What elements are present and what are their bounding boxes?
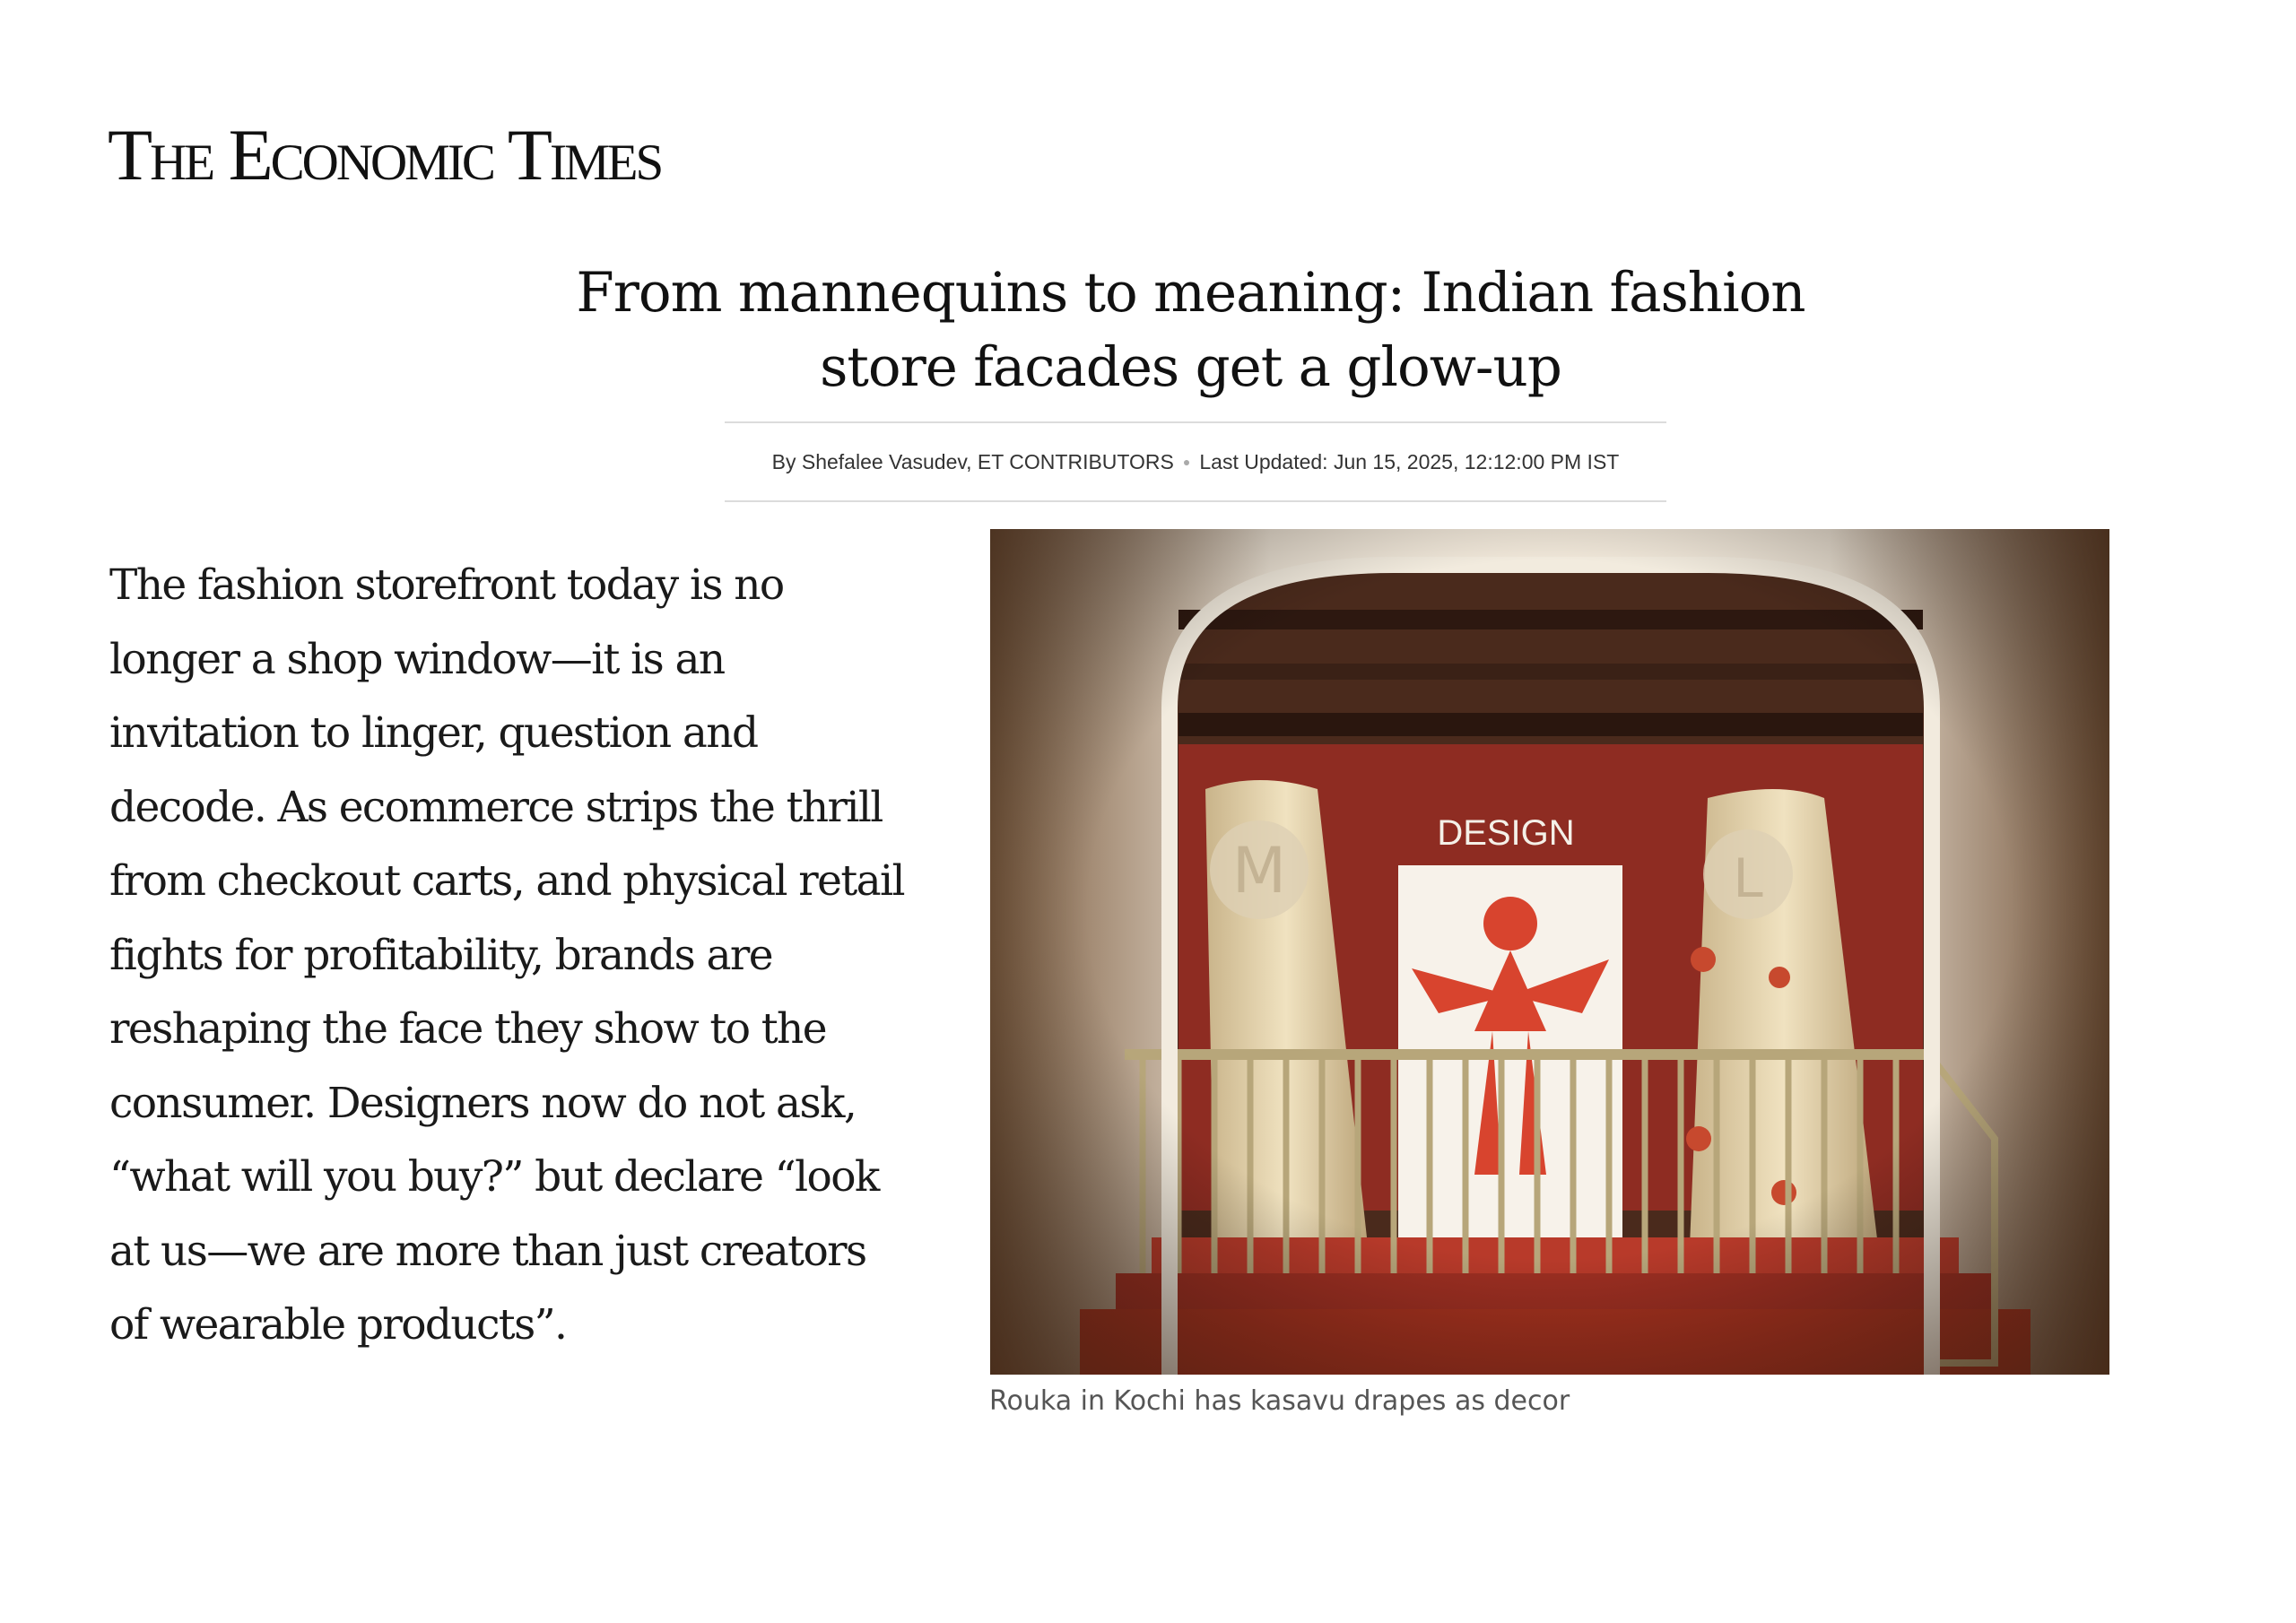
- article-image: [990, 529, 2109, 1375]
- article-headline: [386, 256, 1996, 404]
- body-line: invitation to linger, question and: [109, 708, 758, 758]
- body-line: from checkout carts, and physical retail: [109, 856, 904, 906]
- body-line: “what will you buy?” but declare “look: [109, 1152, 879, 1202]
- body-line: at us—we are more than just creators: [109, 1226, 866, 1276]
- headline-line-1: From mannequins to meaning: Indian fashion: [576, 261, 1805, 325]
- body-line: consumer. Designers now do not ask,: [109, 1078, 857, 1128]
- body-line: of wearable products”.: [109, 1300, 567, 1350]
- image-caption: Rouka in Kochi has kasavu drapes as decor: [989, 1385, 1570, 1417]
- byline-updated: Last Updated: Jun 15, 2025, 12:12:00 PM IST: [1199, 449, 1620, 473]
- separator-dot-icon: ●: [1182, 455, 1191, 469]
- byline-bar: [725, 421, 1666, 502]
- body-line: fights for profitability, brands are: [109, 930, 772, 980]
- article-body: [109, 549, 921, 1363]
- body-line: longer a shop window—it is an: [109, 634, 725, 684]
- body-line: decode. As ecommerce strips the thrill: [109, 782, 883, 832]
- byline-author[interactable]: By Shefalee Vasudev, ET CONTRIBUTORS: [771, 449, 1174, 473]
- headline-line-2: store facades get a glow-up: [820, 335, 1561, 399]
- site-logo[interactable]: The Economic Times: [108, 114, 662, 195]
- body-line: The fashion storefront today is no: [109, 560, 784, 610]
- body-line: reshaping the face they show to the: [109, 1004, 826, 1054]
